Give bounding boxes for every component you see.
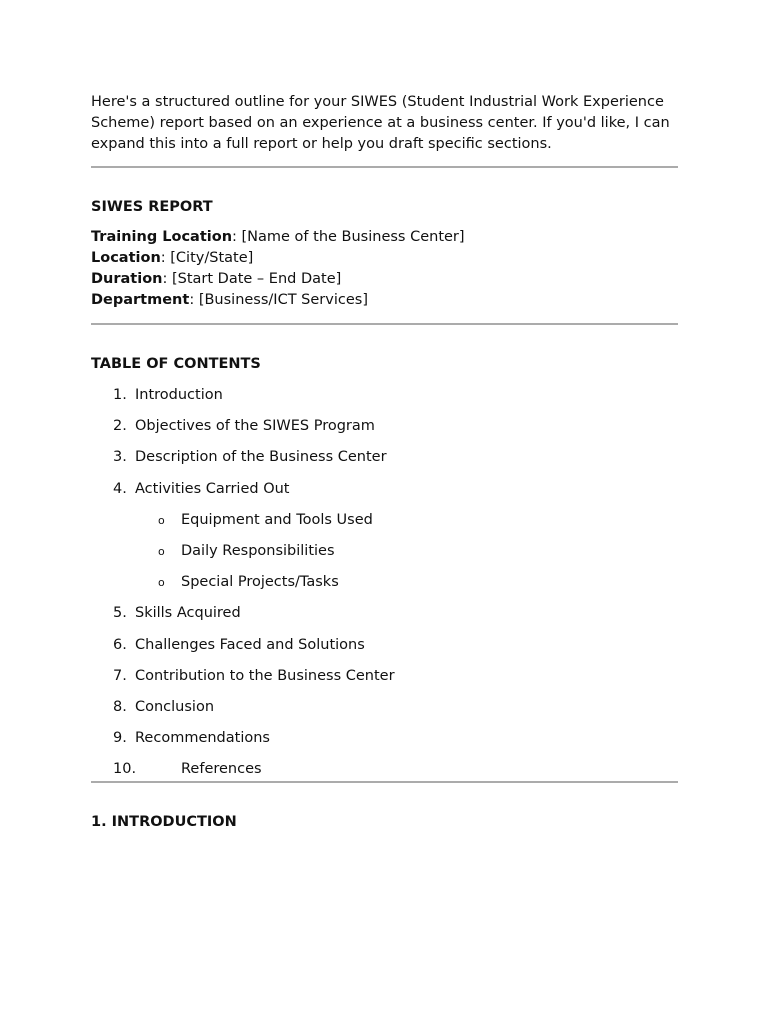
report-fields [91,227,678,311]
toc-text: Contribution to the Business Center [135,667,395,684]
horizontal-rule [91,781,678,783]
toc-number: 6. [113,636,127,653]
toc-number: 3. [113,449,127,466]
report-title: SIWES REPORT [91,199,213,215]
field-value: : [Business/ICT Services] [189,292,368,308]
toc-item [91,666,678,697]
toc-subitem [91,572,678,603]
toc-text: Introduction [135,387,223,403]
toc-subitem [91,510,678,541]
bullet-circle-icon: o [158,513,165,527]
toc-number: 5. [113,605,127,622]
toc-number: 9. [113,730,127,747]
bullet-circle-icon: o [158,576,165,590]
bullet-circle-icon: o [158,544,165,558]
toc-number: 1. [113,387,127,403]
toc-number: 10. [113,761,137,778]
toc-text: References [181,761,262,778]
table-of-contents [91,385,678,781]
toc-item [91,697,678,728]
document-content [91,92,678,832]
field-training-location [91,227,678,248]
field-label: Duration [91,271,163,287]
toc-text: Equipment and Tools Used [181,511,373,528]
toc-text: Conclusion [135,698,215,715]
toc-item [91,416,678,447]
toc-text: Daily Responsibilities [181,542,335,559]
field-value: : [Name of the Business Center] [232,229,465,245]
field-location [91,248,678,269]
toc-text: Challenges Faced and Solutions [135,636,365,653]
section-heading: 1. INTRODUCTION [91,814,237,831]
toc-number: 8. [113,698,127,715]
toc-item [91,728,678,759]
toc-item [91,635,678,666]
toc-number: 4. [113,480,127,497]
toc-text: Description of the Business Center [135,449,387,466]
toc-text: Skills Acquired [135,605,241,622]
field-value: : [Start Date – End Date] [162,271,342,287]
toc-subitem [91,541,678,572]
toc-text: Objectives of the SIWES Program [135,418,375,435]
toc-title: TABLE OF CONTENTS [91,356,261,372]
horizontal-rule [91,323,678,325]
toc-number: 7. [113,667,127,684]
horizontal-rule [91,166,678,168]
toc-item [91,759,678,781]
toc-text: Special Projects/Tasks [181,574,339,591]
toc-item [91,385,678,416]
toc-item [91,447,678,478]
field-label: Department [91,292,190,308]
toc-text: Recommendations [135,730,270,747]
field-duration [91,269,678,290]
toc-number: 2. [113,418,127,435]
toc-text: Activities Carried Out [135,480,290,497]
field-value: : [City/State] [160,250,254,266]
field-label: Location [91,250,161,266]
field-label: Training Location [91,229,233,245]
field-department [91,290,678,311]
toc-item [91,603,678,634]
intro-paragraph: Here's a structured outline for your SIWES (Student Industrial Work Experience Scheme) report based on an experience at a business center. If you'd like, I can expand this into a full report or help you draft specific sections. [91,94,670,152]
toc-item [91,479,678,510]
